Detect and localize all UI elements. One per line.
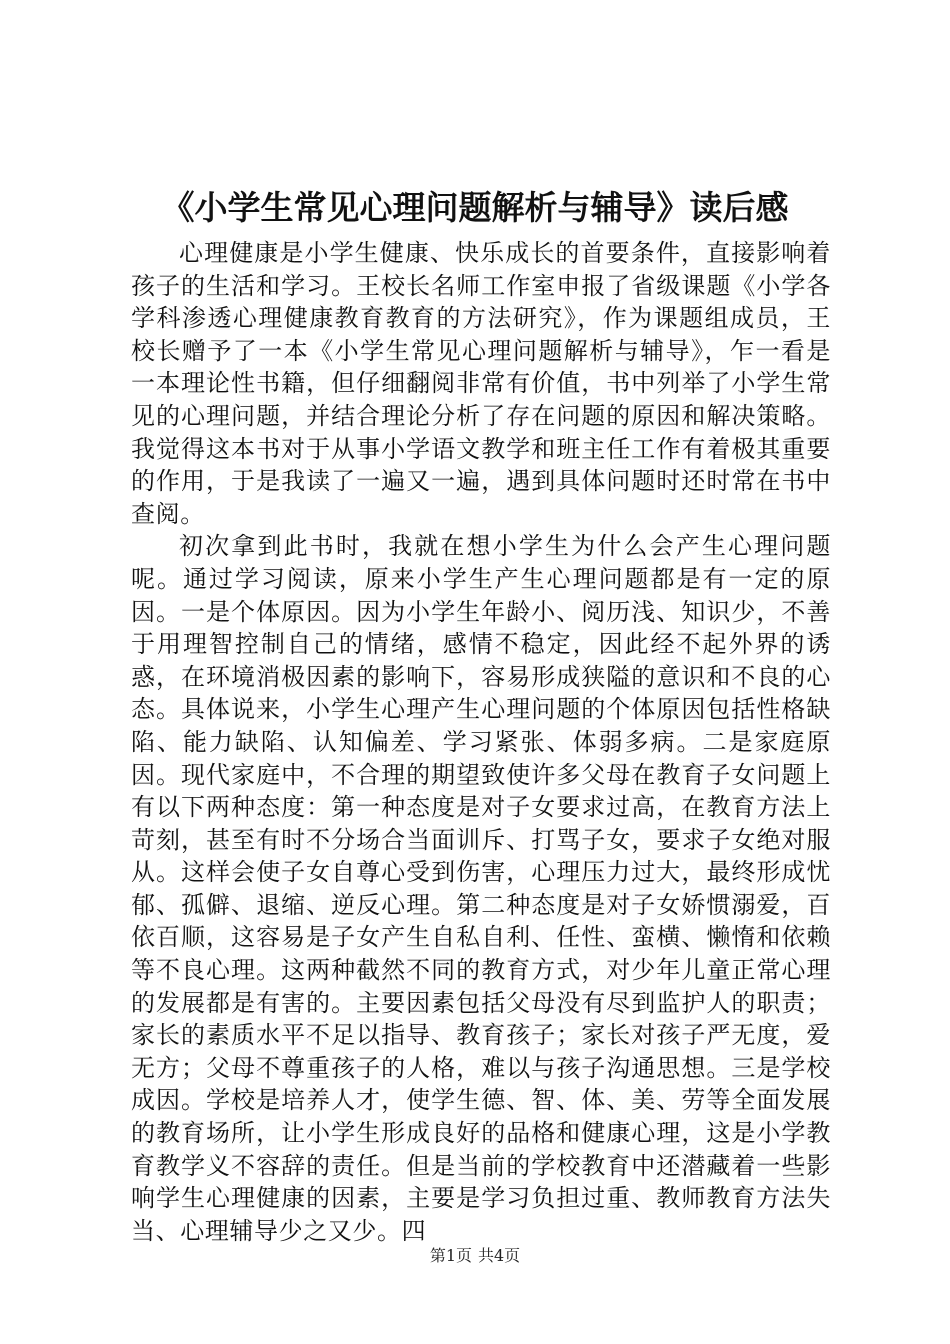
document-title: 《小学生常见心理问题解析与辅导》读后感 — [161, 188, 789, 227]
page-total: 共4页 — [478, 1246, 521, 1265]
paragraph-2: 初次拿到此书时，我就在想小学生为什么会产生心理问题呢。通过学习阅读，原来小学生产生心理问题都是有一定的原因。一是个体原因。因为小学生年龄小、阅历浅、知识少，不善于用理智控制自己的情绪，感情不稳定，因此经不起外界的诱惑，在环境消极因素的影响下，容易形成狭隘的意识和不良的心态。具体说来，小学生心理产生心理问题的个体原因包括性格缺陷、能力缺陷、认知偏差、学习紧张、体弱多病。二是家庭原因。现代家庭中，不合理的期望致使许多父母在教育子女问题上有以下两种态度：第一种态度是对子女要求过高，在教育方法上苛刻，甚至有时不分场合当面训斥、打骂子女，要求子女绝对服从。这样会使子女自尊心受到伤害，心理压力过大，最终形成忧郁、孤僻、退缩、逆反心理。第二种态度是对子女娇惯溺爱，百依百顺，这容易是子女产生自私自利、任性、蛮横、懒惰和依赖等不良心理。这两种截然不同的教育方式，对少年儿童正常心理的发展都是有害的。主要因素包括父母没有尽到监护人的职责；家长的素质水平不足以指导、教育孩子；家长对孩子严无度，爱无方；父母不尊重孩子的人格，难以与孩子沟通思想。三是学校成因。学校是培养人才，使学生德、智、体、美、劳等全面发展的教育场所，让小学生形成良好的品格和健康心理，这是小学教育教学义不容辞的责任。但是当前的学校教育中还潜藏着一些影响学生心理健康的因素，主要是学习负担过重、教师教育方法失当、心理辅导少之又少。四 — [131, 532, 831, 1245]
page-number: 第1页 — [429, 1246, 472, 1265]
document-body — [131, 237, 831, 1247]
page-footer — [0, 1246, 950, 1266]
paragraph-1: 心理健康是小学生健康、快乐成长的首要条件，直接影响着孩子的生活和学习。王校长名师工作室申报了省级课题《小学各学科渗透心理健康教育教育的方法研究》，作为课题组成员，王校长赠予了一本《小学生常见心理问题解析与辅导》，乍一看是一本理论性书籍，但仔细翻阅非常有价值，书中列举了小学生常见的心理问题，并结合理论分析了存在问题的原因和解决策略。我觉得这本书对于从事小学语文教学和班主任工作有着极其重要的作用，于是我读了一遍又一遍，遇到具体问题时还时常在书中查阅。 — [131, 239, 831, 528]
